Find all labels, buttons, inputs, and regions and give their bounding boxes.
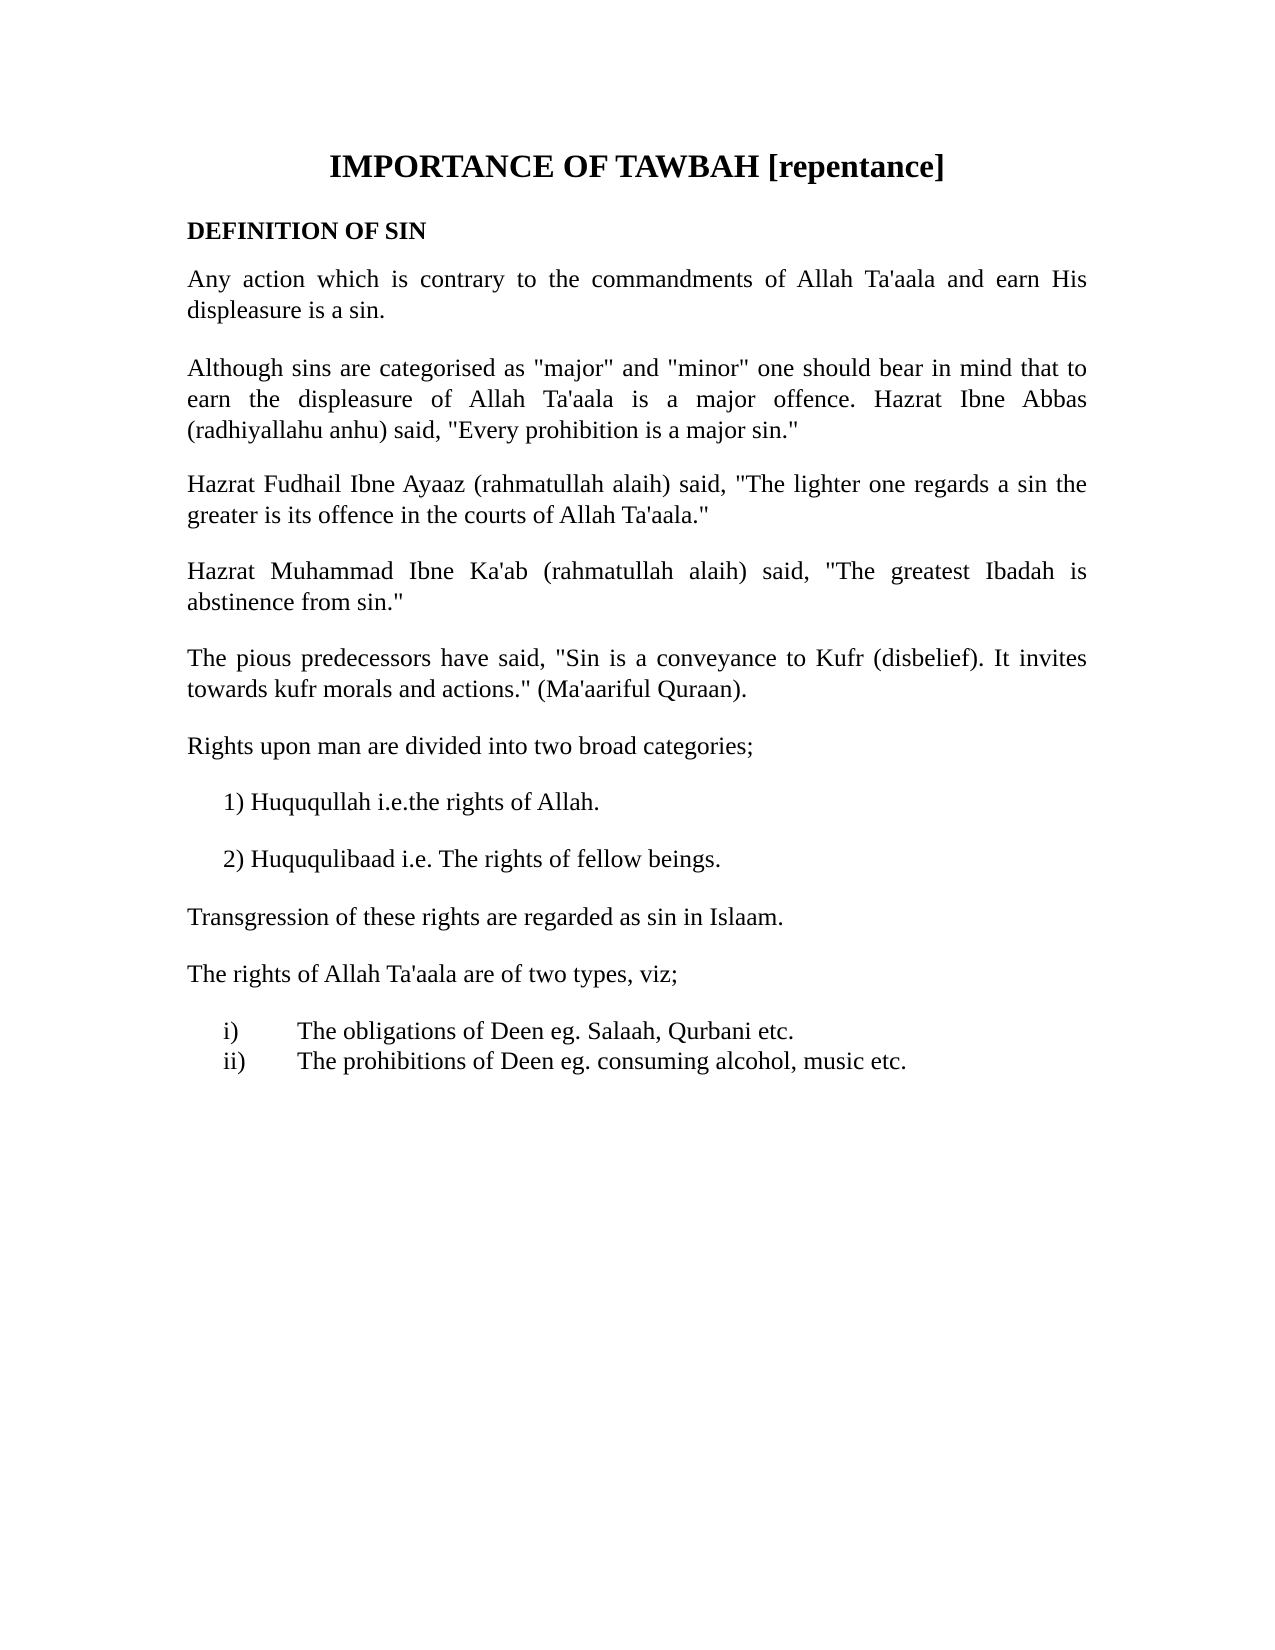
paragraph-transgression: Transgression of these rights are regarded as sin in Islaam. — [187, 902, 784, 931]
paragraph-major-minor: Although sins are categorised as "major" and "minor" one should bear in mind that to earn the displeasure of Allah Ta'aala is a major offence. Hazrat Ibne Abbas (radhiyallahu anhu) said, "Every prohibition is a major sin." — [187, 353, 1087, 444]
list-item-prohibitions — [223, 1045, 1023, 1076]
list-item-text: The prohibitions of Deen eg. consuming alcohol, music etc. — [297, 1046, 907, 1075]
paragraph-pious-predecessors: The pious predecessors have said, "Sin is a conveyance to Kufr (disbelief). It invites towards kufr morals and actions." (Ma'aariful Quraan). — [187, 643, 1087, 703]
list-marker: ii) — [223, 1046, 246, 1075]
paragraph-fudhail: Hazrat Fudhail Ibne Ayaaz (rahmatullah alaih) said, "The lighter one regards a sin the greater is its offence in the courts of Allah Ta'aala." — [187, 469, 1087, 529]
list-item-obligations — [223, 1015, 1023, 1046]
section-heading: DEFINITION OF SIN — [187, 218, 427, 245]
list-item-huququlibaad: 2) Huququlibaad i.e. The rights of fellow beings. — [223, 844, 722, 873]
paragraph-definition: Any action which is contrary to the commandments of Allah Ta'aala and earn His displeasure is a sin. — [187, 264, 1087, 324]
paragraph-rights-types: The rights of Allah Ta'aala are of two types, viz; — [187, 959, 678, 988]
paragraph-rights-intro: Rights upon man are divided into two broad categories; — [187, 731, 754, 760]
list-item-text: The obligations of Deen eg. Salaah, Qurbani etc. — [297, 1016, 795, 1045]
paragraph-muhammad-ibne-kaab: Hazrat Muhammad Ibne Ka'ab (rahmatullah alaih) said, "The greatest Ibadah is abstinence from sin." — [187, 556, 1087, 616]
document-title: IMPORTANCE OF TAWBAH [repentance] — [329, 149, 945, 185]
list-item-huququllah: 1) Huququllah i.e.the rights of Allah. — [223, 787, 600, 816]
list-marker: i) — [223, 1016, 239, 1045]
